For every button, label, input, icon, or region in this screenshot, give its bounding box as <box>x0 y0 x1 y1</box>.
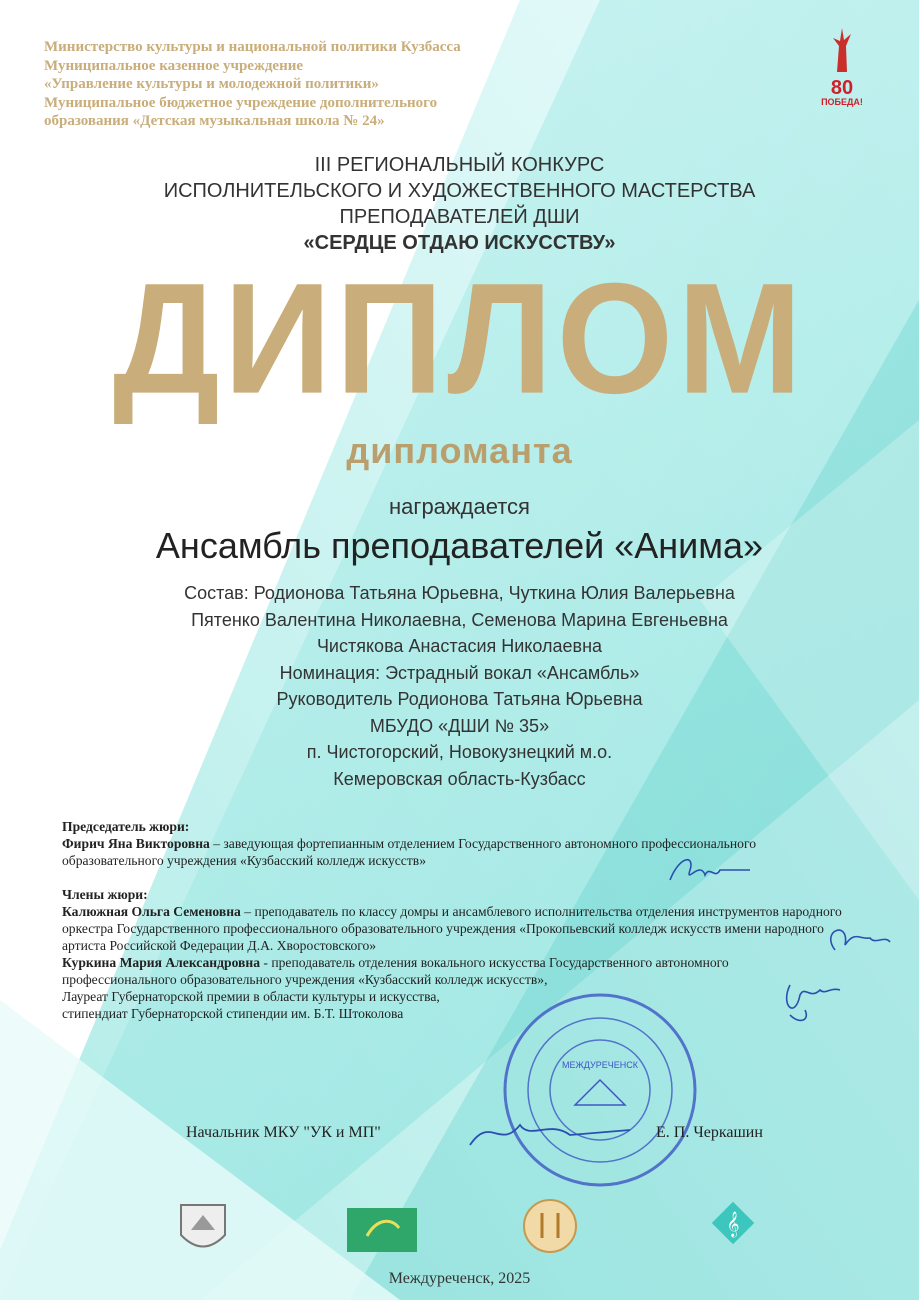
victory-text: ПОБЕДА! <box>821 97 863 107</box>
detail-line: Чистякова Анастасия Николаевна <box>316 636 603 656</box>
jury-chair-label: Председатель жюри: <box>62 819 190 834</box>
organizers-block <box>44 38 461 131</box>
detail-line: п. Чистогорский, Новокузнецкий м.о. <box>306 742 613 762</box>
treble-clef-logo-icon <box>708 1198 758 1248</box>
detail-line: Номинация: Эстрадный вокал «Ансамбль» <box>279 662 640 683</box>
detail-line: Состав: Родионова Татьяна Юрьевна, Чуткина Юлия Валерьевна <box>184 583 735 603</box>
jury-member-text: – преподаватель по классу домры и ансамблевого исполнительства отделения инструментов народного оркестра Государственного профессионального образовательного учреждения «Прокопьевский колледж искусств имени народного артиста Российской Федерации Д.А. Хворостовского» <box>62 904 842 953</box>
organizer-line: Муниципальное казенное учреждение <box>44 57 304 74</box>
jury-member-name: Куркина Мария Александровна <box>62 955 261 970</box>
jury-members-label: Члены жюри: <box>62 887 148 902</box>
signature-chief <box>460 1110 640 1155</box>
jury-member-name: Калюжная Ольга Семеновна <box>62 904 241 919</box>
signatory-position: Начальник МКУ "УК и МП" <box>186 1124 381 1141</box>
music-school-logo-icon <box>522 1198 578 1254</box>
victory-80-logo <box>818 26 866 116</box>
detail-line: МБУДО «ДШИ № 35» <box>369 715 550 736</box>
signature-chair <box>660 850 760 890</box>
city-year: Междуреченск, 2025 <box>388 1270 531 1287</box>
jury-chair-name: Фирич Яна Викторовна <box>62 836 210 851</box>
organizer-line: Муниципальное бюджетное учреждение дополнительного <box>44 94 438 111</box>
organizer-line: Министерство культуры и национальной политики Кузбасса <box>44 39 461 55</box>
jury-member-extra: стипендиат Губернаторской стипендии им. Б.Т. Штоколова <box>62 1006 404 1021</box>
official-stamp <box>490 990 710 1190</box>
jury-block <box>62 818 862 1022</box>
detail-line: Кемеровская область-Кузбасс <box>333 768 586 789</box>
jury-chair-text: – заведующая фортепианным отделением Государственного автономного профессионального образовательного учреждения «Кузбасский колледж искусств» <box>62 836 756 868</box>
kuzbass-coat-of-arms-icon <box>176 1200 230 1258</box>
jury-member-extra: Лауреат Губернаторской премии в области культуры и искусства, <box>62 989 440 1004</box>
recipient-name: Ансамбль преподавателей «Анима» <box>155 525 764 566</box>
diploma-subtitle: дипломанта <box>346 430 573 471</box>
detail-line: Руководитель Родионова Татьяна Юрьевна <box>276 689 643 709</box>
municipal-logo-icon <box>347 1208 417 1252</box>
awarded-label: награждается <box>389 494 530 519</box>
contest-name: «СЕРДЦЕ ОТДАЮ ИСКУССТВУ» <box>303 232 616 254</box>
contest-title <box>0 152 919 256</box>
organizer-line: «Управление культуры и молодежной политики» <box>44 76 379 92</box>
signature-member2 <box>770 975 860 1030</box>
recipient-details <box>0 580 919 792</box>
stamp-text: МЕЖДУРЕЧЕНСК <box>562 1060 638 1070</box>
contest-line: ПРЕПОДАВАТЕЛЕЙ ДШИ <box>339 206 580 228</box>
monument-icon <box>827 26 857 74</box>
victory-number: 80 <box>830 77 854 99</box>
svg-text:𝄞: 𝄞 <box>726 1211 740 1236</box>
signatory-name: Е. П. Черкашин <box>656 1124 763 1141</box>
contest-line: III РЕГИОНАЛЬНЫЙ КОНКУРС <box>314 154 605 176</box>
diploma-title: ДИПЛОМ <box>112 249 807 427</box>
jury-member-text: - преподаватель отделения вокального искусства Государственного автономного профессионального образовательного учреждения «Кузбасский колледж искусств», <box>62 955 729 987</box>
contest-line: ИСПОЛНИТЕЛЬСКОГО И ХУДОЖЕСТВЕННОГО МАСТЕРСТВА <box>163 180 756 202</box>
organizer-line: образования «Детская музыкальная школа № 24» <box>44 113 385 129</box>
signature-member1 <box>820 920 900 960</box>
detail-line: Пятенко Валентина Николаевна, Семенова Марина Евгеньевна <box>191 609 728 630</box>
